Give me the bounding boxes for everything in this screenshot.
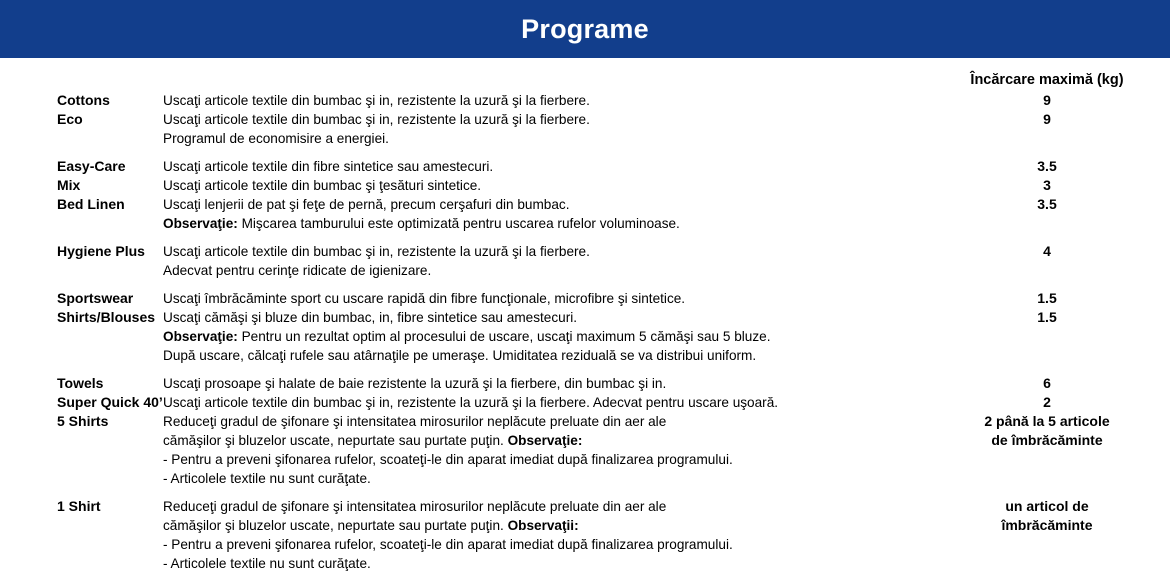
description-line xyxy=(163,289,940,308)
description-line xyxy=(163,242,940,261)
programs-table xyxy=(0,58,1170,571)
description-line xyxy=(163,497,940,516)
table-row xyxy=(0,176,1170,195)
table-row xyxy=(0,308,1170,365)
max-load-line: îmbrăcăminte xyxy=(1001,517,1093,533)
program-description xyxy=(163,242,940,280)
description-text: Uscaţi articole textile din fibre sintetice sau amestecuri. xyxy=(163,159,494,174)
table-row xyxy=(0,374,1170,393)
max-load-value xyxy=(940,412,1170,450)
max-load-value xyxy=(940,157,1170,176)
description-line xyxy=(163,393,940,412)
description-text: Uscaţi articole textile din bumbac şi in, rezistente la uzură şi la fierbere. xyxy=(163,93,590,108)
description-emphasis: Observaţie: xyxy=(163,329,238,344)
max-load-value xyxy=(940,289,1170,308)
max-load-line: 3 xyxy=(1043,177,1051,193)
program-name: Eco xyxy=(57,111,83,127)
max-load-line: 1.5 xyxy=(1037,290,1057,306)
table-row xyxy=(0,91,1170,110)
program-name: Bed Linen xyxy=(57,196,125,212)
program-description xyxy=(163,195,940,233)
description-text: - Articolele textile nu sunt curăţate. xyxy=(163,471,371,486)
program-name: Cottons xyxy=(57,92,110,108)
description-line xyxy=(163,469,940,488)
description-text: Programul de economisire a energiei. xyxy=(163,131,389,146)
program-name: Mix xyxy=(57,177,81,193)
description-text: Uscaţi lenjerii de pat şi feţe de pernă, precum cerşafuri din bumbac. xyxy=(163,197,570,212)
max-load-line: un articol de xyxy=(1005,498,1089,514)
description-line xyxy=(163,261,940,280)
description-emphasis: Observaţie: xyxy=(163,216,238,231)
program-description xyxy=(163,497,940,573)
page-title: Programe xyxy=(521,13,649,44)
program-description xyxy=(163,308,940,365)
table-row xyxy=(0,289,1170,308)
program-description xyxy=(163,289,940,308)
description-emphasis: Observaţie: xyxy=(507,433,583,448)
program-name: Towels xyxy=(57,375,104,391)
description-text: Uscaţi articole textile din bumbac şi ţesături sintetice. xyxy=(163,178,482,193)
program-name: 1 Shirt xyxy=(57,498,101,514)
program-description xyxy=(163,176,940,195)
description-line xyxy=(163,554,940,573)
description-text: Uscaţi articole textile din bumbac şi in, rezistente la uzură şi la fierbere. xyxy=(163,244,590,259)
max-load-line: 6 xyxy=(1043,375,1051,391)
max-load-line: de îmbrăcăminte xyxy=(991,432,1103,448)
description-text: Reduceţi gradul de şifonare şi intensitatea mirosurilor neplăcute preluate din aer ale xyxy=(163,414,667,429)
max-load-line: 2 xyxy=(1043,394,1051,410)
max-load-value xyxy=(940,393,1170,412)
description-line xyxy=(163,129,940,148)
description-line xyxy=(163,157,940,176)
table-row xyxy=(0,242,1170,280)
program-description xyxy=(163,110,940,148)
max-load-line: 2 până la 5 articole xyxy=(984,413,1110,429)
description-text: Uscaţi cămăşi şi bluze din bumbac, in, fibre sintetice sau amestecuri. xyxy=(163,310,578,325)
description-line xyxy=(163,374,940,393)
description-text: - Pentru a preveni şifonarea rufelor, scoateţi-le din aparat imediat după finalizarea programului. xyxy=(163,452,733,467)
program-name: Sportswear xyxy=(57,290,134,306)
max-load-column-header: Încărcare maximă (kg) xyxy=(970,72,1124,88)
description-text: cămăşilor şi bluzelor uscate, nepurtate sau purtate puţin. xyxy=(163,518,508,533)
max-load-value xyxy=(940,110,1170,129)
description-line xyxy=(163,327,940,346)
description-text: - Pentru a preveni şifonarea rufelor, scoateţi-le din aparat imediat după finalizarea programului. xyxy=(163,537,733,552)
program-description xyxy=(163,157,940,176)
program-name: Easy-Care xyxy=(57,158,126,174)
table-row xyxy=(0,195,1170,233)
max-load-value xyxy=(940,497,1170,535)
description-text: Uscaţi îmbrăcăminte sport cu uscare rapidă din fibre funcţionale, microfibre şi sintetice. xyxy=(163,291,686,306)
table-row xyxy=(0,110,1170,148)
max-load-value xyxy=(940,195,1170,214)
description-line xyxy=(163,195,940,214)
description-line xyxy=(163,308,940,327)
description-text: Uscaţi prosoape şi halate de baie rezistente la uzură şi la fierbere, din bumbac şi in. xyxy=(163,376,667,391)
description-line xyxy=(163,535,940,554)
table-row xyxy=(0,497,1170,573)
description-text: Uscaţi articole textile din bumbac şi in, rezistente la uzură şi la fierbere. Adecvat pentru uscare uşoară. xyxy=(163,395,779,410)
description-line xyxy=(163,110,940,129)
program-name: Super Quick 40’ xyxy=(57,394,163,410)
description-line xyxy=(163,412,940,431)
max-load-value xyxy=(940,176,1170,195)
max-load-line: 4 xyxy=(1043,243,1051,259)
description-text: Mişcarea tamburului este optimizată pentru uscarea rufelor voluminoase. xyxy=(237,216,680,231)
description-line xyxy=(163,214,940,233)
table-row xyxy=(0,157,1170,176)
description-line xyxy=(163,176,940,195)
description-text: Reduceţi gradul de şifonare şi intensitatea mirosurilor neplăcute preluate din aer ale xyxy=(163,499,667,514)
description-text: Pentru un rezultat optim al procesului de uscare, uscaţi maximum 5 cămăşi sau 5 bluze. xyxy=(237,329,771,344)
program-name: Shirts/Blouses xyxy=(57,309,156,325)
description-line xyxy=(163,431,940,450)
max-load-value xyxy=(940,91,1170,110)
description-text: - Articolele textile nu sunt curăţate. xyxy=(163,556,371,571)
description-text: După uscare, călcaţi rufele sau atârnaţile pe umeraşe. Umiditatea reziduală se va distribui uniform. xyxy=(163,348,757,363)
program-description xyxy=(163,91,940,110)
description-line xyxy=(163,450,940,469)
program-description xyxy=(163,412,940,488)
program-name: Hygiene Plus xyxy=(57,243,145,259)
program-rows-container xyxy=(0,91,1170,573)
max-load-line: 3.5 xyxy=(1037,158,1057,174)
program-description xyxy=(163,374,940,393)
max-load-line: 1.5 xyxy=(1037,309,1057,325)
description-line xyxy=(163,346,940,365)
page-header-banner xyxy=(0,0,1170,58)
description-line xyxy=(163,91,940,110)
max-load-line: 9 xyxy=(1043,92,1051,108)
description-text: Uscaţi articole textile din bumbac şi in, rezistente la uzură şi la fierbere. xyxy=(163,112,590,127)
max-load-value xyxy=(940,374,1170,393)
program-description xyxy=(163,393,940,412)
description-emphasis: Observaţii: xyxy=(507,518,579,533)
max-load-line: 3.5 xyxy=(1037,196,1057,212)
description-text: cămăşilor şi bluzelor uscate, nepurtate sau purtate puţin. xyxy=(163,433,508,448)
description-text: Adecvat pentru cerinţe ridicate de igienizare. xyxy=(163,263,432,278)
description-line xyxy=(163,516,940,535)
max-load-line: 9 xyxy=(1043,111,1051,127)
table-row xyxy=(0,393,1170,412)
table-row xyxy=(0,412,1170,488)
program-name: 5 Shirts xyxy=(57,413,109,429)
max-load-value xyxy=(940,308,1170,327)
max-load-value xyxy=(940,242,1170,261)
